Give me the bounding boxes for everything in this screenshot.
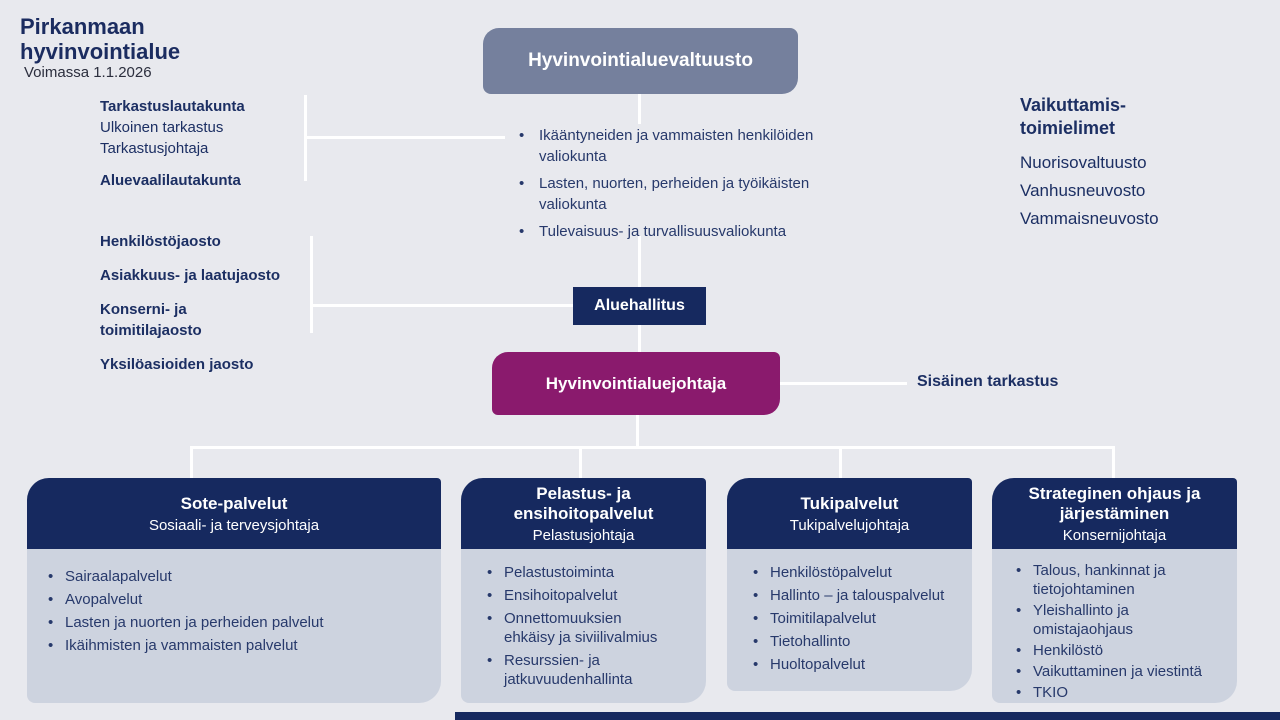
card-item: • TKIO	[1016, 683, 1208, 702]
card-item: • Sairaalapalvelut	[48, 567, 431, 586]
card-header	[727, 478, 972, 549]
card-item: • Ensihoitopalvelut	[487, 586, 673, 605]
subcommittee-list	[100, 231, 280, 388]
subcommittee-item: Yksilöasioiden jaosto	[100, 356, 254, 373]
committee-item: • Lasten, nuorten, perheiden ja työikäisten valiokunta	[517, 173, 857, 215]
org-logo-line1: Pirkanmaan	[20, 14, 145, 39]
card-item: • Talous, hankinnat ja tietojohtaminen	[1016, 561, 1208, 599]
committee-item: • Tulevaisuus- ja turvallisuusvaliokunta	[517, 221, 857, 242]
audit-group-item: Ulkoinen tarkastus	[100, 119, 224, 136]
card-item: • Pelastustoiminta	[487, 563, 673, 582]
card-item: • Onnettomuuksien ehkäisy ja siviilivalmius	[487, 609, 673, 647]
connector-board-to-director-line	[638, 325, 641, 353]
council-box-label: Hyvinvointialuevaltuusto	[528, 50, 753, 71]
card-title: Sote-palvelut	[180, 494, 288, 513]
connector-director-to-internal-audit-line	[780, 382, 907, 385]
connector-drop-card1-line	[190, 446, 193, 478]
org-logo	[20, 14, 180, 64]
card-item: • Henkilöstö	[1016, 641, 1208, 660]
validity-date: Voimassa 1.1.2026	[24, 64, 152, 81]
card-subtitle: Sosiaali- ja terveysjohtaja	[148, 517, 320, 534]
connector-distribution-line	[190, 446, 1115, 449]
card-item: • Yleishallinto ja omistajaohjaus	[1016, 601, 1208, 639]
subcommittee-item: Asiakkuus- ja laatujaosto	[100, 267, 281, 284]
card-body	[992, 549, 1237, 703]
card-body	[461, 549, 706, 703]
connector-drop-card3-line	[839, 446, 842, 478]
audit-committee-title: Tarkastuslautakunta	[100, 98, 245, 115]
card-item: • Tietohallinto	[753, 632, 965, 651]
influence-body-item: Nuorisovaltuusto	[1020, 153, 1147, 172]
connector-drop-card4-line	[1112, 446, 1115, 478]
card-item: • Resurssien- ja jatkuvuudenhallinta	[487, 651, 673, 689]
internal-audit-label: Sisäinen tarkastus	[917, 373, 1059, 390]
connector-subcommittee-vertical-line	[310, 236, 313, 333]
card-header	[461, 478, 706, 549]
influence-bodies-group	[1020, 94, 1159, 233]
card-item: • Toimitilapalvelut	[753, 609, 965, 628]
org-logo-line2: hyvinvointialue	[20, 39, 181, 64]
committee-list	[517, 125, 857, 248]
card-title: Pelastus- ja ensihoitopalvelut	[513, 484, 654, 523]
connector-drop-card2-line	[579, 446, 582, 478]
regional-board-label: Aluehallitus	[594, 297, 685, 314]
card-item: • Henkilöstöpalvelut	[753, 563, 965, 582]
influence-bodies-list	[1020, 149, 1159, 233]
influence-body-item: Vanhusneuvosto	[1020, 181, 1146, 200]
card-item: • Vaikuttaminen ja viestintä	[1016, 662, 1208, 681]
card-sote-palvelut	[27, 478, 441, 703]
card-title: Strateginen ohjaus ja järjestäminen	[1028, 484, 1201, 523]
connector-audit-group-horizontal-line	[304, 136, 505, 139]
card-subtitle: Konsernijohtaja	[1062, 527, 1167, 544]
card-strateginen-ohjaus	[992, 478, 1237, 703]
card-subtitle: Pelastusjohtaja	[532, 527, 635, 544]
influence-body-item: Vammaisneuvosto	[1020, 209, 1159, 228]
audit-group	[100, 96, 245, 191]
committee-item: • Ikääntyneiden ja vammaisten henkilöiden valiokunta	[517, 125, 857, 167]
county-director-label: Hyvinvointialuejohtaja	[545, 373, 727, 393]
card-item-list	[1016, 561, 1208, 702]
connector-council-to-committees-line	[638, 94, 641, 124]
connector-subcommittee-to-board-line	[310, 304, 573, 307]
county-director-box	[492, 352, 780, 415]
card-item: • Avopalvelut	[48, 590, 431, 609]
subcommittee-item: Henkilöstöjaosto	[100, 233, 221, 250]
council-box	[483, 28, 798, 94]
audit-group-item: Tarkastusjohtaja	[100, 140, 209, 157]
card-item-list	[487, 563, 673, 689]
card-subtitle: Tukipalvelujohtaja	[789, 517, 910, 534]
card-item: • Lasten ja nuorten ja perheiden palvelut	[48, 613, 431, 632]
card-tukipalvelut	[727, 478, 972, 691]
card-item: • Huoltopalvelut	[753, 655, 965, 674]
bottom-accent-bar	[455, 712, 1280, 720]
regional-board-box	[573, 287, 706, 325]
card-header	[27, 478, 441, 549]
influence-bodies-title-line1: Vaikuttamis-	[1020, 95, 1127, 115]
card-body	[727, 549, 972, 691]
subcommittee-item: Konserni- ja toimitilajaosto	[100, 301, 202, 339]
election-board-title: Aluevaalilautakunta	[100, 172, 241, 189]
card-item: • Ikäihmisten ja vammaisten palvelut	[48, 636, 431, 655]
card-item-list	[48, 567, 431, 655]
influence-bodies-title-line2: toimielimet	[1020, 118, 1116, 138]
card-item-list	[753, 563, 965, 674]
influence-bodies-title	[1020, 94, 1159, 140]
connector-director-down-line	[636, 414, 639, 448]
card-pelastus-ensihoito	[461, 478, 706, 703]
card-body	[27, 549, 441, 703]
card-title: Tukipalvelut	[800, 494, 899, 513]
card-item: • Hallinto – ja talouspalvelut	[753, 586, 965, 605]
card-header	[992, 478, 1237, 549]
